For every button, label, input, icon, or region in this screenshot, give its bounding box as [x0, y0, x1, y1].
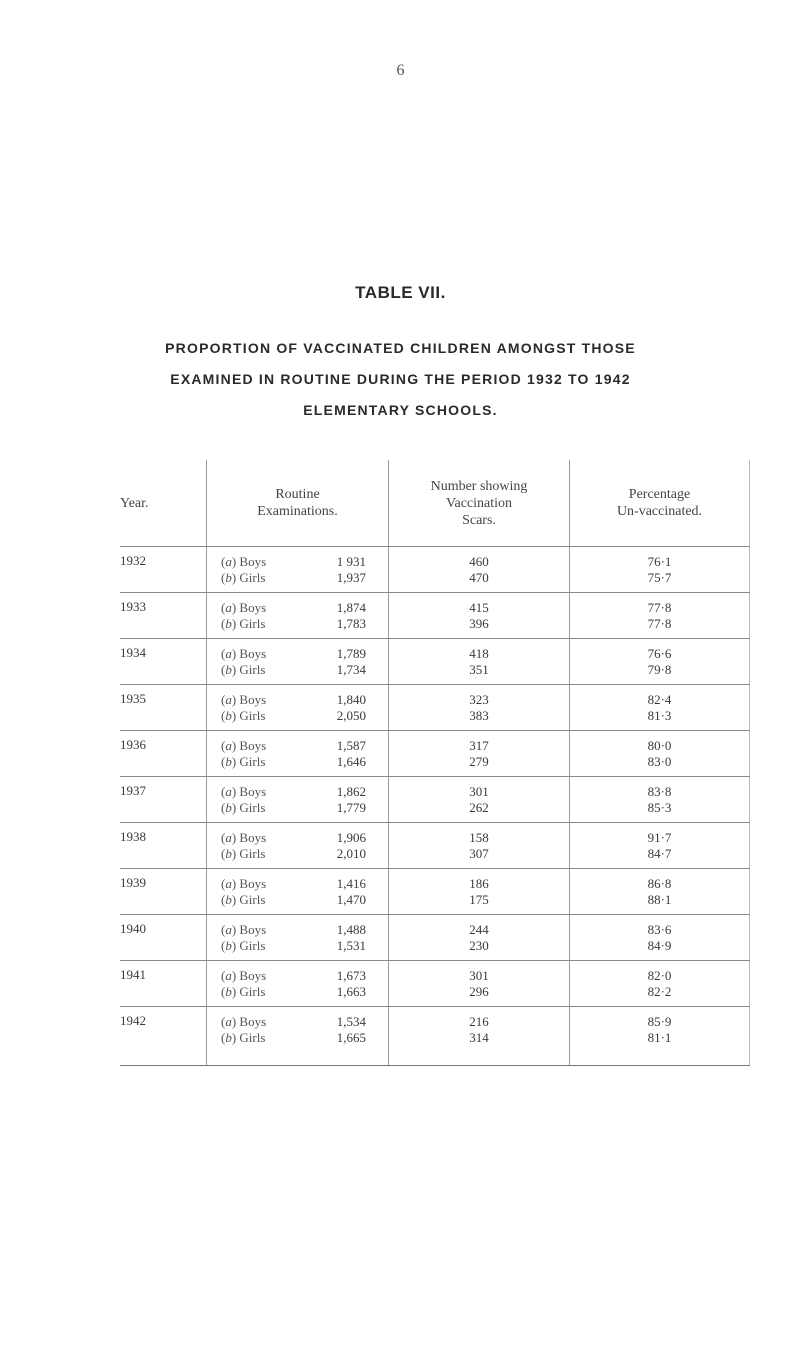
boys-pct-value: 76·6 — [647, 646, 672, 661]
boys-exam-value: 1,488 — [336, 922, 366, 937]
girls-label: (b) Girls — [221, 570, 266, 585]
boys-scars-value: 418 — [469, 646, 489, 661]
scars-cell — [388, 593, 569, 638]
boys-label: (a) Boys — [221, 738, 267, 753]
boys-exam-value: 1,673 — [336, 968, 366, 983]
boys-label: (a) Boys — [221, 692, 267, 707]
table-row — [120, 639, 750, 685]
girls-scars-value: 262 — [469, 800, 489, 815]
year-cell — [120, 1007, 206, 1065]
year-cell — [120, 823, 206, 868]
boys-exam-value: 1,874 — [336, 600, 366, 615]
boys-exam-value: 1,587 — [336, 738, 366, 753]
percentage-cell — [569, 547, 750, 592]
scars-cell — [388, 777, 569, 822]
year-value: 1932 — [120, 553, 146, 568]
header-number-line-3: Scars. — [462, 512, 496, 528]
header-number-line-2: Vaccination — [445, 495, 513, 511]
girls-exam-value: 1,531 — [336, 938, 366, 953]
boys-label: (a) Boys — [221, 876, 267, 891]
percentage-cell — [569, 869, 750, 914]
year-value: 1935 — [120, 691, 146, 706]
girls-exam-value: 2,050 — [336, 708, 366, 723]
header-routine — [206, 460, 388, 546]
girls-exam-value: 1,665 — [336, 1030, 366, 1045]
boys-exam-value: 1,416 — [336, 876, 366, 891]
girls-exam-value: 1,937 — [336, 570, 366, 585]
scars-cell — [388, 731, 569, 776]
boys-exam-value: 1,906 — [336, 830, 366, 845]
boys-label: (a) Boys — [221, 554, 267, 569]
year-cell — [120, 593, 206, 638]
boys-scars-value: 460 — [469, 554, 489, 569]
subtitle-line-3: ELEMENTARY SCHOOLS. — [303, 402, 498, 418]
routine-cell — [206, 869, 388, 914]
girls-exam-value: 1,783 — [336, 616, 366, 631]
table-row — [120, 685, 750, 731]
boys-scars-value: 301 — [469, 968, 489, 983]
girls-label: (b) Girls — [221, 892, 266, 907]
boys-label: (a) Boys — [221, 830, 267, 845]
boys-pct-value: 86·8 — [647, 876, 672, 891]
table-row — [120, 547, 750, 593]
boys-exam-value: 1,862 — [336, 784, 366, 799]
percentage-cell — [569, 823, 750, 868]
girls-pct-value: 81·3 — [647, 708, 672, 723]
boys-exam-value: 1,534 — [336, 1014, 366, 1029]
boys-pct-value: 76·1 — [647, 554, 672, 569]
year-value: 1936 — [120, 737, 146, 752]
vaccination-table — [120, 460, 750, 1066]
girls-pct-value: 82·2 — [647, 984, 672, 999]
boys-pct-value: 80·0 — [647, 738, 672, 753]
header-percentage — [569, 460, 750, 546]
girls-scars-value: 396 — [469, 616, 489, 631]
year-value: 1938 — [120, 829, 146, 844]
year-value: 1933 — [120, 599, 146, 614]
girls-exam-value: 2,010 — [336, 846, 366, 861]
boys-label: (a) Boys — [221, 600, 267, 615]
table-row — [120, 961, 750, 1007]
boys-scars-value: 158 — [469, 830, 489, 845]
year-cell — [120, 869, 206, 914]
routine-cell — [206, 823, 388, 868]
year-value: 1939 — [120, 875, 146, 890]
percentage-cell — [569, 915, 750, 960]
table-title: TABLE VII. — [355, 283, 446, 302]
scars-cell — [388, 547, 569, 592]
routine-cell — [206, 547, 388, 592]
header-year-label: Year. — [120, 495, 149, 511]
boys-label: (a) Boys — [221, 1014, 267, 1029]
year-value: 1937 — [120, 783, 146, 798]
header-pct-line-1: Percentage — [628, 487, 691, 502]
scars-cell — [388, 639, 569, 684]
percentage-cell — [569, 777, 750, 822]
scars-cell — [388, 869, 569, 914]
year-cell — [120, 685, 206, 730]
routine-cell — [206, 777, 388, 822]
percentage-cell — [569, 1007, 750, 1065]
girls-scars-value: 351 — [469, 662, 489, 677]
boys-scars-value: 216 — [469, 1014, 489, 1029]
girls-pct-value: 79·8 — [647, 662, 672, 677]
girls-label: (b) Girls — [221, 754, 266, 769]
girls-scars-value: 279 — [469, 754, 489, 769]
header-number-line-1: Number showing — [430, 478, 528, 494]
girls-exam-value: 1,663 — [336, 984, 366, 999]
table-row — [120, 777, 750, 823]
girls-pct-value: 84·7 — [647, 846, 672, 861]
boys-label: (a) Boys — [221, 922, 267, 937]
table-row — [120, 869, 750, 915]
girls-scars-value: 383 — [469, 708, 489, 723]
boys-pct-value: 85·9 — [647, 1014, 672, 1029]
header-year — [120, 460, 206, 546]
girls-scars-value: 230 — [469, 938, 489, 953]
girls-scars-value: 470 — [469, 570, 489, 585]
header-routine-line-2: Examinations. — [257, 504, 338, 519]
boys-scars-value: 317 — [469, 738, 489, 753]
girls-label: (b) Girls — [221, 984, 266, 999]
year-value: 1942 — [120, 1013, 146, 1028]
girls-label: (b) Girls — [221, 1030, 266, 1045]
header-pct-line-2: Un-vaccinated. — [616, 504, 703, 519]
girls-exam-value: 1,646 — [336, 754, 366, 769]
table-row — [120, 915, 750, 961]
table-row — [120, 1007, 750, 1065]
year-cell — [120, 731, 206, 776]
table-row — [120, 593, 750, 639]
girls-pct-value: 88·1 — [647, 892, 672, 907]
girls-scars-value: 175 — [469, 892, 489, 907]
routine-cell — [206, 593, 388, 638]
percentage-cell — [569, 593, 750, 638]
boys-exam-value: 1 931 — [336, 554, 366, 569]
girls-pct-value: 83·0 — [647, 754, 672, 769]
girls-pct-value: 85·3 — [647, 800, 672, 815]
year-cell — [120, 639, 206, 684]
page-number: 6 — [396, 62, 405, 79]
year-cell — [120, 961, 206, 1006]
girls-label: (b) Girls — [221, 846, 266, 861]
year-cell — [120, 777, 206, 822]
subtitle-line-1: PROPORTION OF VACCINATED CHILDREN AMONGST THOSE — [165, 340, 636, 356]
scars-cell — [388, 961, 569, 1006]
table-row — [120, 823, 750, 869]
table-header-row — [120, 460, 750, 547]
header-routine-line-1: Routine — [275, 487, 320, 502]
girls-label: (b) Girls — [221, 708, 266, 723]
girls-pct-value: 81·1 — [647, 1030, 672, 1045]
girls-scars-value: 296 — [469, 984, 489, 999]
year-cell — [120, 915, 206, 960]
routine-cell — [206, 639, 388, 684]
girls-exam-value: 1,734 — [336, 662, 366, 677]
year-cell — [120, 547, 206, 592]
boys-pct-value: 83·8 — [647, 784, 672, 799]
boys-label: (a) Boys — [221, 784, 267, 799]
table-row — [120, 731, 750, 777]
boys-exam-value: 1,840 — [336, 692, 366, 707]
percentage-cell — [569, 685, 750, 730]
routine-cell — [206, 685, 388, 730]
scars-cell — [388, 823, 569, 868]
girls-label: (b) Girls — [221, 616, 266, 631]
percentage-cell — [569, 639, 750, 684]
girls-exam-value: 1,470 — [336, 892, 366, 907]
scars-cell — [388, 1007, 569, 1065]
girls-scars-value: 314 — [469, 1030, 489, 1045]
year-value: 1934 — [120, 645, 146, 660]
boys-pct-value: 82·4 — [647, 692, 672, 707]
scars-cell — [388, 915, 569, 960]
year-value: 1940 — [120, 921, 146, 936]
girls-exam-value: 1,779 — [336, 800, 366, 815]
girls-scars-value: 307 — [469, 846, 489, 861]
table-body — [120, 547, 750, 1065]
subtitle-line-2: EXAMINED IN ROUTINE DURING THE PERIOD 1932 TO 1942 — [170, 371, 631, 387]
boys-scars-value: 244 — [469, 922, 489, 937]
percentage-cell — [569, 961, 750, 1006]
routine-cell — [206, 1007, 388, 1065]
girls-label: (b) Girls — [221, 800, 266, 815]
boys-pct-value: 82·0 — [647, 968, 672, 983]
boys-scars-value: 323 — [469, 692, 489, 707]
percentage-cell — [569, 731, 750, 776]
scars-cell — [388, 685, 569, 730]
girls-label: (b) Girls — [221, 662, 266, 677]
routine-cell — [206, 915, 388, 960]
routine-cell — [206, 961, 388, 1006]
header-number-scars — [388, 460, 569, 546]
girls-label: (b) Girls — [221, 938, 266, 953]
boys-pct-value: 83·6 — [647, 922, 672, 937]
boys-pct-value: 77·8 — [647, 600, 672, 615]
boys-scars-value: 301 — [469, 784, 489, 799]
girls-pct-value: 84·9 — [647, 938, 672, 953]
year-value: 1941 — [120, 967, 146, 982]
boys-exam-value: 1,789 — [336, 646, 366, 661]
girls-pct-value: 77·8 — [647, 616, 672, 631]
boys-label: (a) Boys — [221, 968, 267, 983]
girls-pct-value: 75·7 — [647, 570, 672, 585]
boys-pct-value: 91·7 — [647, 830, 672, 845]
boys-label: (a) Boys — [221, 646, 267, 661]
boys-scars-value: 415 — [469, 600, 489, 615]
routine-cell — [206, 731, 388, 776]
boys-scars-value: 186 — [469, 876, 489, 891]
